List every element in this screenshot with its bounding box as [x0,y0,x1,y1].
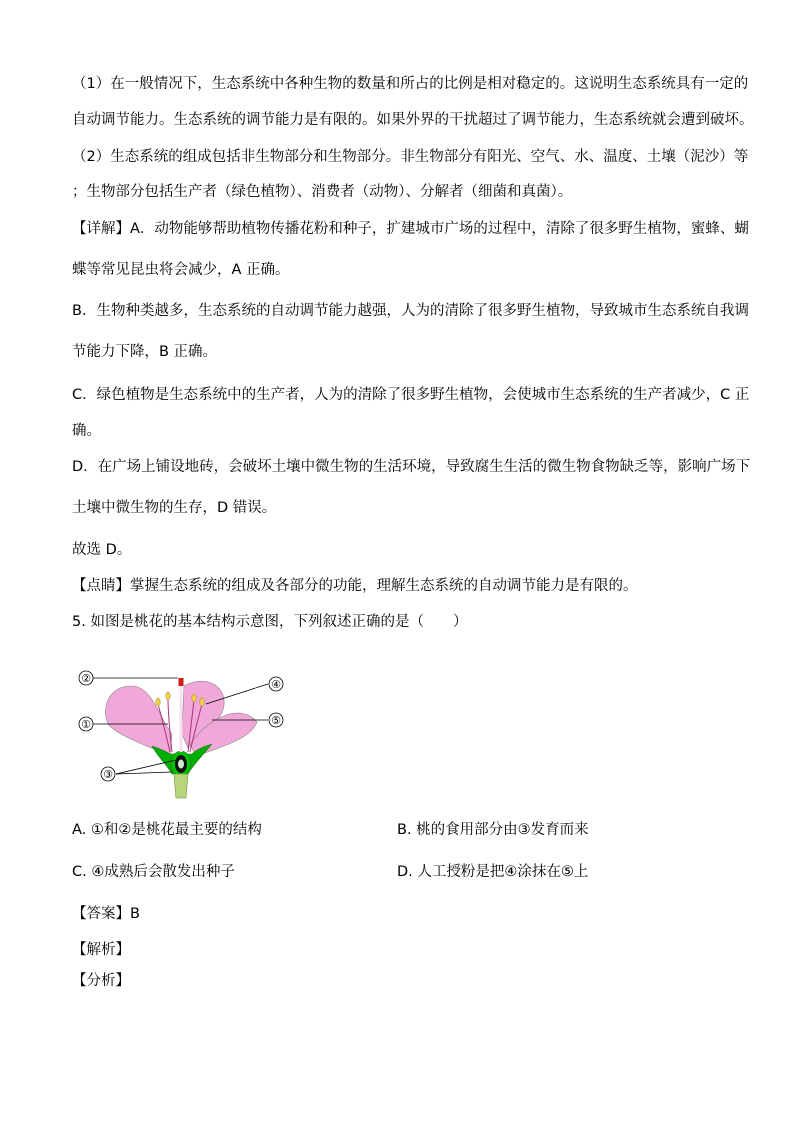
label-4 [269,677,283,691]
label-5 [269,713,283,727]
svg-text:③: ③ [103,768,113,781]
label-1 [79,717,93,731]
line-11: D．在广场上铺设地砖，会破坏土壤中微生物的生活环境，导致腐生生活的微生物食物缺乏等，影响广场下 [72,459,751,475]
anther [200,698,204,706]
line-13: 故选 D。 [72,542,132,558]
svg-text:①: ① [81,718,91,731]
line-2: 自动调节能力。生态系统的调节能力是有限的。如果外界的干扰超过了调节能力，生态系统就会遭到破坏。 [72,112,754,128]
analysis-heading: 【解析】 [72,942,130,958]
line-12: 土壤中微生物的生存，D 错误。 [72,500,277,516]
anther [192,694,196,702]
svg-text:②: ② [81,672,91,685]
anther [166,692,170,700]
line-10: 确。 [72,423,101,439]
line-4: ；生物部分包括生产者（绿色植物）、消费者（动物）、分解者（细菌和真菌）。 [72,184,573,200]
line-8: 节能力下降，B 正确。 [72,344,218,360]
flower-stalk [174,774,188,798]
option-a: A. ①和②是桃花最主要的结构 [72,822,262,838]
ovule-core [178,760,184,769]
option-b: B. 桃的食用部分由③发育而来 [397,822,589,838]
svg-text:④: ④ [271,678,281,691]
line-5: 【详解】A．动物能够帮助植物传播花粉和种子，扩建城市广场的过程中，清除了很多野生植物，蜜蜂、蝴 [72,221,749,237]
line-6: 蝶等常见昆虫将会减少，A 正确。 [72,262,290,278]
label-3 [101,767,115,781]
option-c: C. ④成熟后会散发出种子 [72,864,235,880]
option-d: D. 人工授粉是把④涂抹在⑤上 [397,864,589,880]
line-3: （2）生态系统的组成包括非生物部分和生物部分。非生物部分有阳光、空气、水、温度、土壤（泥沙）等 [72,149,749,165]
question-5: 5. 如图是桃花的基本结构示意图，下列叙述正确的是（ ） [72,614,468,630]
line-14: 【点睛】掌握生态系统的组成及各部分的功能，理解生态系统的自动调节能力是有限的。 [72,578,638,594]
line-1: （1）在一般情况下，生态系统中各种生物的数量和所占的比例是相对稳定的。这说明生态系统具有一定的 [72,76,749,92]
answer-line: 【答案】B [72,906,140,922]
svg-text:⑤: ⑤ [271,714,281,727]
fenxi-heading: 【分析】 [72,973,130,989]
label-2 [79,671,93,685]
peach-flower-diagram [72,664,302,804]
stigma [179,678,184,686]
line-7: B．生物种类越多，生态系统的自动调节能力越强，人为的清除了很多野生植物，导致城市生态系统自我调 [72,303,749,319]
line-9: C．绿色植物是生态系统中的生产者，人为的清除了很多野生植物，会使城市生态系统的生产者减少，C 正 [72,387,750,403]
anther [156,698,160,706]
